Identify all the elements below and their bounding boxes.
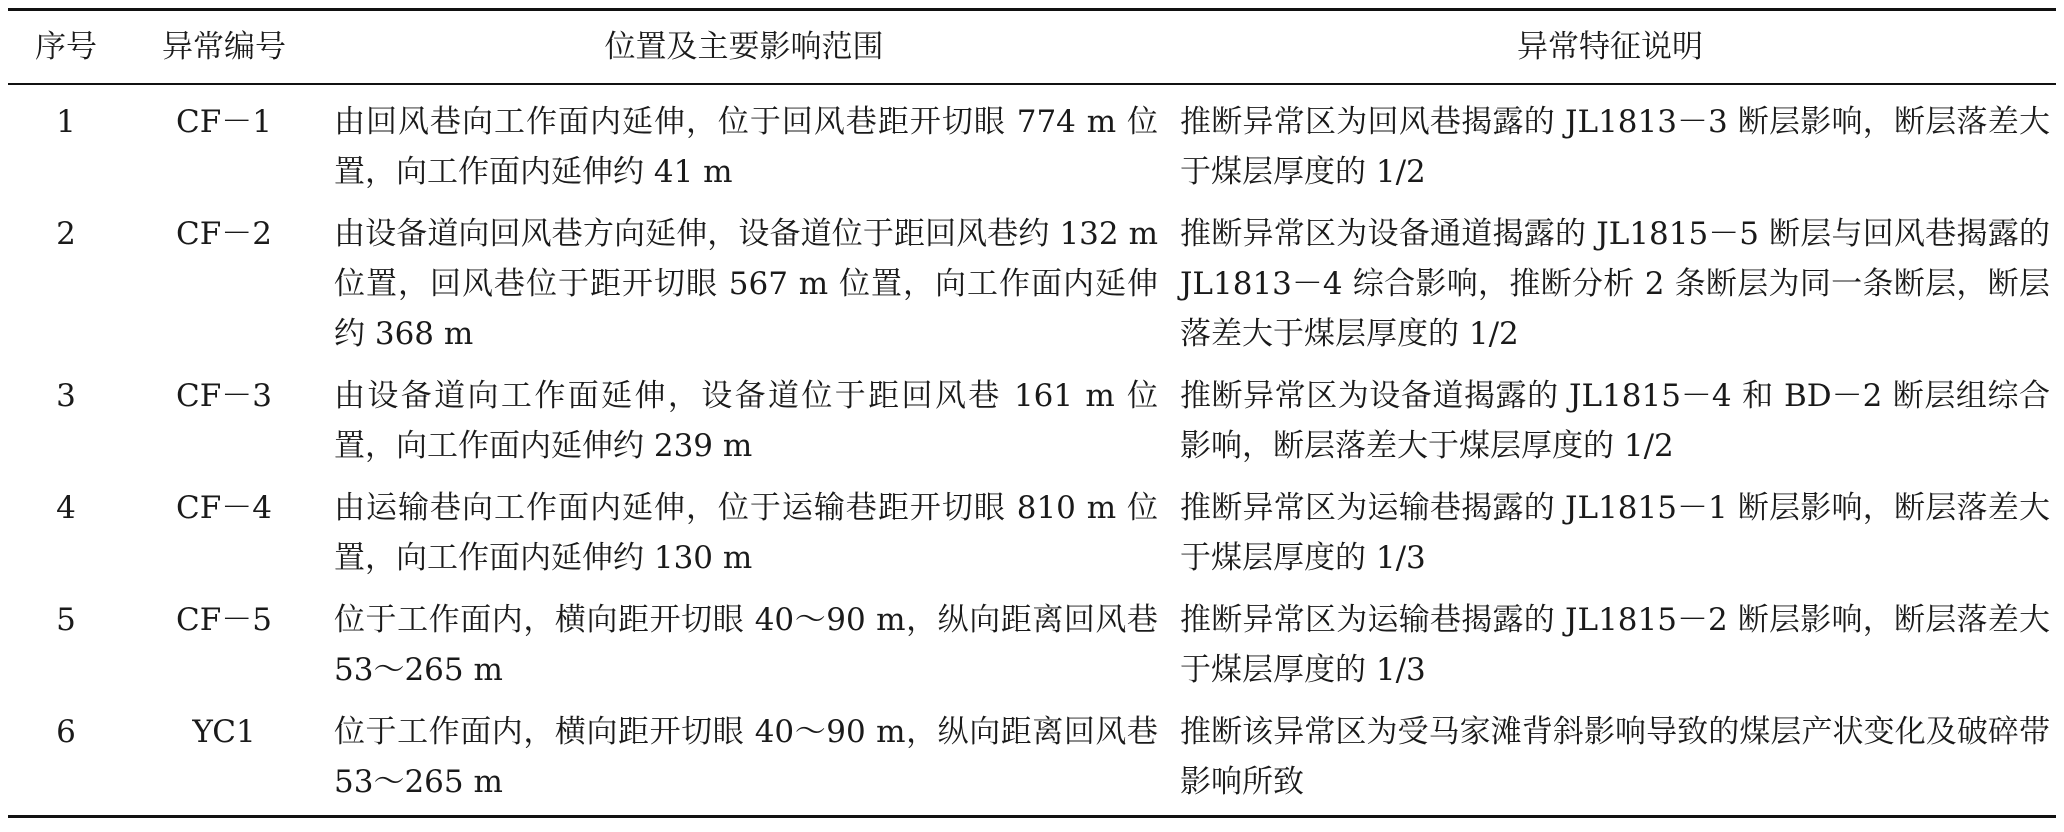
cell-anomaly-description: 推断异常区为回风巷揭露的 JL1813－3 断层影响，断层落差大于煤层厚度的 1/2 bbox=[1180, 104, 2050, 190]
header-serial-number: 序号 bbox=[35, 28, 97, 65]
cell-anomaly-id: CF－3 bbox=[176, 378, 272, 414]
table-row bbox=[8, 84, 2056, 203]
cell-anomaly-id: CF－1 bbox=[176, 104, 272, 140]
anomaly-table bbox=[8, 8, 2056, 818]
table-row bbox=[8, 477, 2056, 589]
cell-anomaly-description: 推断异常区为运输巷揭露的 JL1815－2 断层影响，断层落差大于煤层厚度的 1/3 bbox=[1180, 602, 2050, 688]
header-location-range: 位置及主要影响范围 bbox=[604, 28, 884, 65]
table-header bbox=[8, 10, 2056, 85]
header-anomaly-description: 异常特征说明 bbox=[1517, 28, 1703, 65]
header-row bbox=[8, 10, 2056, 85]
cell-location-range: 由设备道向回风巷方向延伸，设备道位于距回风巷约 132 m 位置，回风巷位于距开切眼 567 m 位置，向工作面内延伸约 368 m bbox=[334, 216, 1158, 352]
table-row bbox=[8, 365, 2056, 477]
cell-anomaly-description: 推断该异常区为受马家滩背斜影响导致的煤层产状变化及破碎带影响所致 bbox=[1180, 714, 2050, 800]
cell-location-range: 位于工作面内，横向距开切眼 40～90 m，纵向距离回风巷 53～265 m bbox=[334, 714, 1158, 800]
cell-anomaly-description: 推断异常区为设备道揭露的 JL1815－4 和 BD－2 断层组综合影响，断层落差大于煤层厚度的 1/2 bbox=[1180, 378, 2050, 464]
cell-serial-number: 6 bbox=[56, 714, 76, 750]
anomaly-table-container bbox=[8, 8, 2056, 818]
cell-anomaly-id: YC1 bbox=[192, 714, 256, 750]
cell-anomaly-description: 推断异常区为运输巷揭露的 JL1815－1 断层影响，断层落差大于煤层厚度的 1/3 bbox=[1180, 490, 2050, 576]
cell-anomaly-description: 推断异常区为设备通道揭露的 JL1815－5 断层与回风巷揭露的 JL1813－4 综合影响，推断分析 2 条断层为同一条断层，断层落差大于煤层厚度的 1/2 bbox=[1180, 216, 2050, 352]
cell-serial-number: 1 bbox=[56, 104, 76, 140]
cell-anomaly-id: CF－2 bbox=[176, 216, 272, 252]
cell-serial-number: 2 bbox=[56, 216, 76, 252]
cell-anomaly-id: CF－4 bbox=[176, 490, 272, 526]
cell-location-range: 由设备道向工作面延伸，设备道位于距回风巷 161 m 位置，向工作面内延伸约 239 m bbox=[334, 378, 1158, 464]
cell-location-range: 由回风巷向工作面内延伸，位于回风巷距开切眼 774 m 位置，向工作面内延伸约 41 m bbox=[334, 104, 1158, 190]
cell-location-range: 位于工作面内，横向距开切眼 40～90 m，纵向距离回风巷 53～265 m bbox=[334, 602, 1158, 688]
cell-serial-number: 4 bbox=[56, 490, 76, 526]
table-row bbox=[8, 203, 2056, 365]
cell-location-range: 由运输巷向工作面内延伸，位于运输巷距开切眼 810 m 位置，向工作面内延伸约 130 m bbox=[334, 490, 1158, 576]
cell-serial-number: 5 bbox=[56, 602, 76, 638]
table-body bbox=[8, 84, 2056, 817]
table-row bbox=[8, 701, 2056, 817]
table-row bbox=[8, 589, 2056, 701]
header-anomaly-id: 异常编号 bbox=[162, 28, 286, 65]
cell-anomaly-id: CF－5 bbox=[176, 602, 272, 638]
cell-serial-number: 3 bbox=[56, 378, 76, 414]
